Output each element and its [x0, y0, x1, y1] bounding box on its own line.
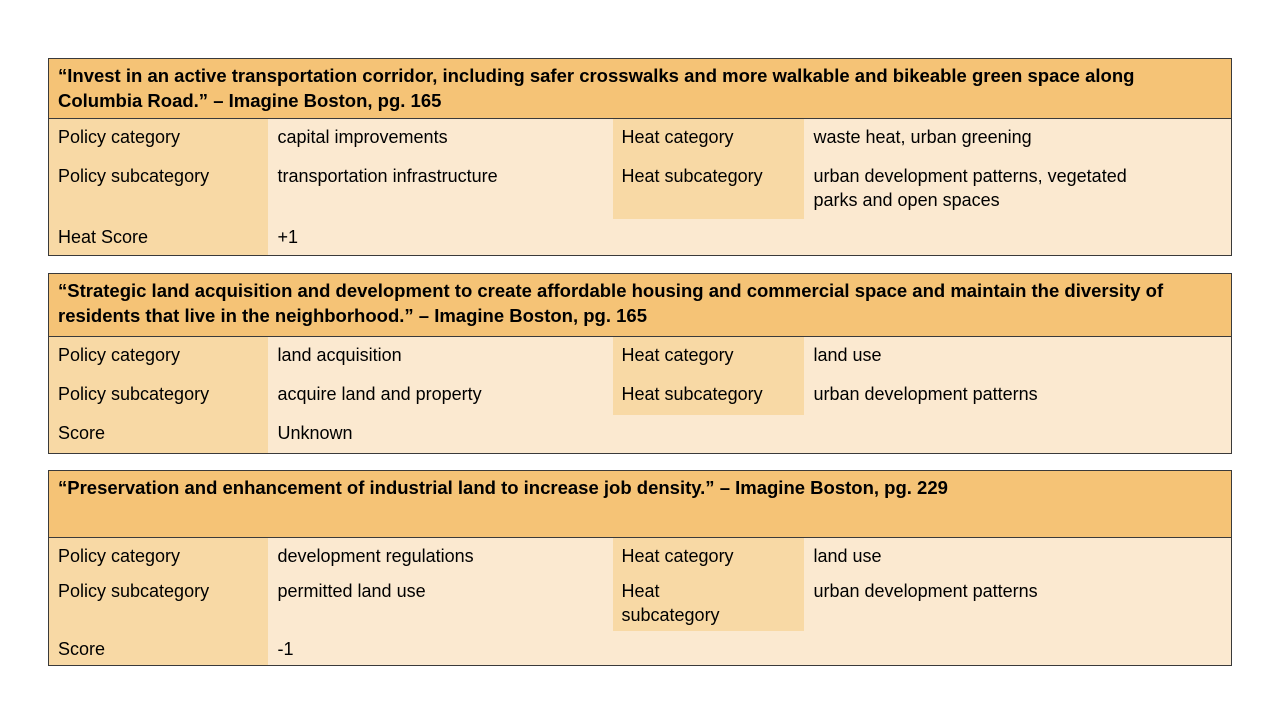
table-row [49, 538, 1232, 573]
table-row [49, 631, 1232, 666]
heat-category-label: Heat category [613, 538, 804, 573]
policy-subcategory-label: Policy subcategory [49, 376, 268, 415]
policy-table-3 [48, 470, 1232, 666]
table-row [49, 119, 1232, 158]
heat-subcategory-value: urban development patterns [804, 376, 1232, 415]
empty-cell [613, 219, 804, 256]
heat-category-label: Heat category [613, 337, 804, 376]
empty-cell [613, 415, 804, 454]
heat-subcategory-label-text: Heat subcategory [621, 580, 720, 625]
policy-category-value: development regulations [268, 538, 613, 573]
score-value: -1 [268, 631, 613, 666]
policy-category-value: land acquisition [268, 337, 613, 376]
heat-category-value: land use [804, 337, 1232, 376]
policy-subcategory-label: Policy subcategory [49, 573, 268, 631]
empty-cell [804, 219, 1232, 256]
score-label: Score [49, 631, 268, 666]
quote-header: “Strategic land acquisition and development to create affordable housing and commercial space and maintain the diversity of residents that live in the neighborhood.” – Imagine Boston, pg. 165 [49, 274, 1232, 337]
score-value: Unknown [268, 415, 613, 454]
heat-category-label: Heat category [613, 119, 804, 158]
score-label: Score [49, 415, 268, 454]
table-row [49, 337, 1232, 376]
table-row [49, 573, 1232, 631]
heat-score-value: +1 [268, 219, 613, 256]
policy-table-1 [48, 58, 1232, 256]
policy-category-label: Policy category [49, 337, 268, 376]
policy-subcategory-value: permitted land use [268, 573, 613, 631]
heat-category-value: land use [804, 538, 1232, 573]
policy-table-2 [48, 273, 1232, 454]
table-header-row [49, 471, 1232, 538]
policy-subcategory-label: Policy subcategory [49, 158, 268, 219]
empty-cell [804, 415, 1232, 454]
heat-subcategory-label: Heat subcategory [613, 376, 804, 415]
quote-header: “Invest in an active transportation corridor, including safer crosswalks and more walkable and bikeable green space along Columbia Road.” – Imagine Boston, pg. 165 [49, 59, 1232, 119]
table-header-row [49, 59, 1232, 119]
table-row [49, 415, 1232, 454]
policy-category-label: Policy category [49, 538, 268, 573]
table-row [49, 376, 1232, 415]
policy-subcategory-value: transportation infrastructure [268, 158, 613, 219]
heat-subcategory-label [613, 573, 804, 631]
policy-subcategory-value: acquire land and property [268, 376, 613, 415]
heat-category-value: waste heat, urban greening [804, 119, 1232, 158]
table-row [49, 219, 1232, 256]
heat-score-label: Heat Score [49, 219, 268, 256]
empty-cell [613, 631, 804, 666]
policy-category-label: Policy category [49, 119, 268, 158]
heat-subcategory-value: urban development patterns, vegetated parks and open spaces [804, 158, 1232, 219]
policy-category-value: capital improvements [268, 119, 613, 158]
table-row [49, 158, 1232, 219]
heat-subcategory-label: Heat subcategory [613, 158, 804, 219]
empty-cell [804, 631, 1232, 666]
quote-header: “Preservation and enhancement of industrial land to increase job density.” – Imagine Boston, pg. 229 [49, 471, 1232, 538]
heat-subcategory-value: urban development patterns [804, 573, 1232, 631]
table-header-row [49, 274, 1232, 337]
